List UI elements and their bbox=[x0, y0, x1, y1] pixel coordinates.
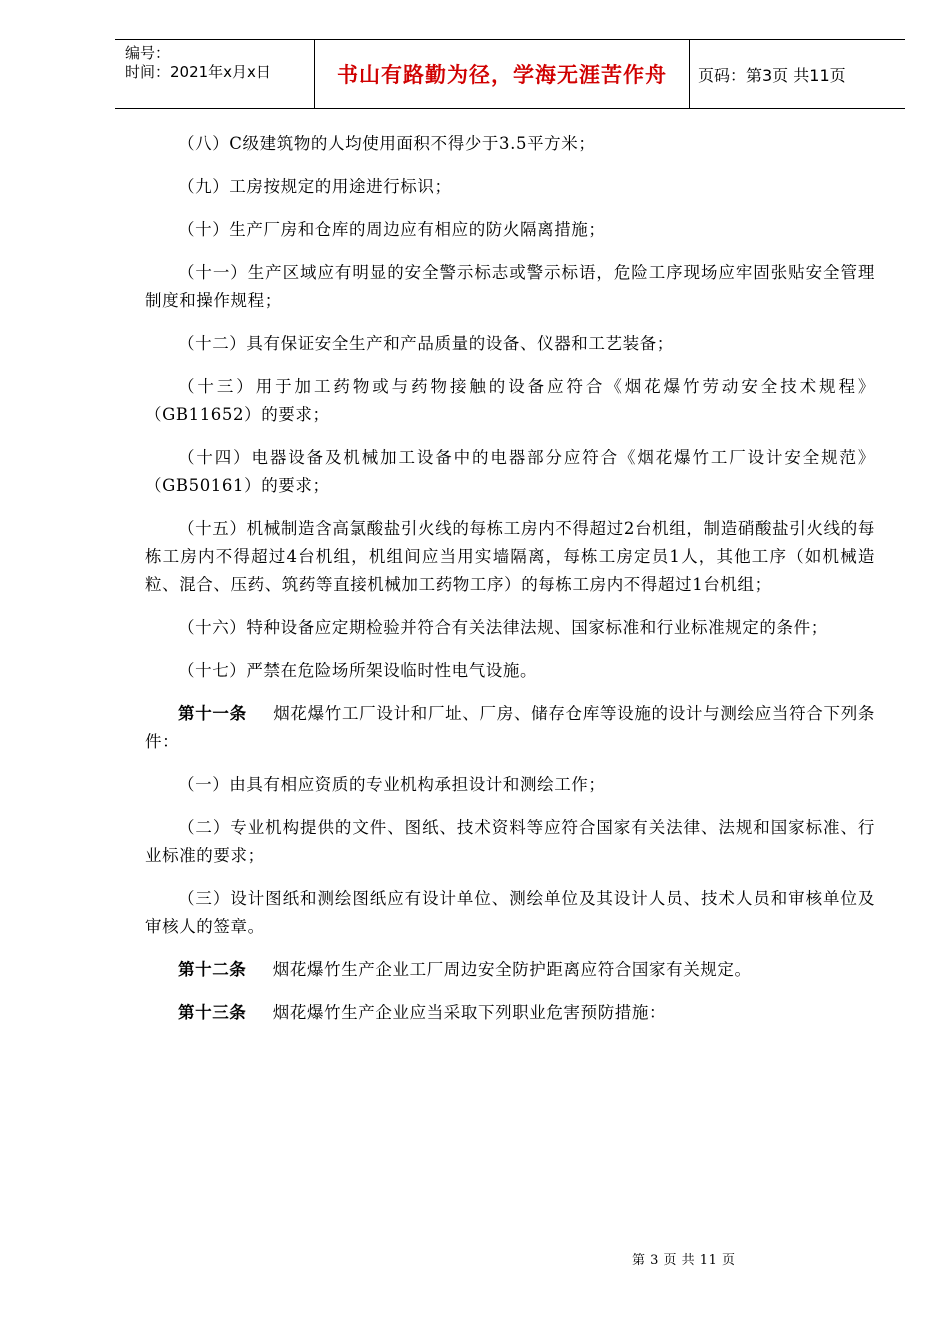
paragraph: （二）专业机构提供的文件、图纸、技术资料等应符合国家有关法律、法规和国家标准、行业标准的要求； bbox=[145, 818, 875, 865]
document-body bbox=[145, 130, 875, 1042]
document-number-label: 编号： bbox=[125, 44, 171, 62]
paragraph: （十二）具有保证安全生产和产品质量的设备、仪器和工艺装备； bbox=[178, 334, 674, 353]
page-header bbox=[115, 39, 905, 109]
paragraph: （十四）电器设备及机械加工设备中的电器部分应符合《烟花爆竹工厂设计安全规范》（GB50161）的要求； bbox=[145, 448, 875, 495]
paragraph: （十一）生产区域应有明显的安全警示标志或警示标语，危险工序现场应牢固张贴安全管理制度和操作规程； bbox=[145, 263, 875, 310]
page-footer: 第 3 页 共 11 页 bbox=[632, 1253, 736, 1268]
paragraph: （九）工房按规定的用途进行标识； bbox=[178, 177, 452, 196]
paragraph: （十六）特种设备应定期检验并符合有关法律法规、国家标准和行业标准规定的条件； bbox=[178, 618, 828, 637]
paragraph: （十）生产厂房和仓库的周边应有相应的防火隔离措施； bbox=[178, 220, 606, 239]
header-motto: 书山有路勤为径，学海无涯苦作舟 bbox=[337, 62, 667, 87]
header-motto-cell bbox=[315, 40, 690, 108]
paragraph: （八）C级建筑物的人均使用面积不得少于3.5平方米； bbox=[178, 134, 596, 153]
header-meta bbox=[115, 40, 315, 108]
article-number: 第十一条 bbox=[178, 704, 247, 723]
article-number: 第十二条 bbox=[178, 960, 247, 979]
article-paragraph: 第十一条 烟花爆竹工厂设计和厂址、厂房、储存仓库等设施的设计与测绘应当符合下列条件： bbox=[145, 704, 876, 751]
paragraph: （十七）严禁在危险场所架设临时性电气设施。 bbox=[178, 661, 538, 680]
article-number: 第十三条 bbox=[178, 1003, 247, 1022]
paragraph: （三）设计图纸和测绘图纸应有设计单位、测绘单位及其设计人员、技术人员和审核单位及审核人的签章。 bbox=[145, 889, 875, 936]
header-page-info: 页码：第3页 共11页 bbox=[698, 65, 846, 85]
paragraph: （十五）机械制造含高氯酸盐引火线的每栋工房内不得超过2台机组，制造硝酸盐引火线的每栋工房内不得超过4台机组，机组间应当用实墙隔离，每栋工房定员1人，其他工序（如机械造粒、混合、压药、筑药等直接机械加工药物工序）的每栋工房内不得超过1台机组； bbox=[145, 519, 875, 594]
article-paragraph: 第十三条 烟花爆竹生产企业应当采取下列职业危害预防措施： bbox=[178, 1003, 667, 1022]
paragraph: （十三）用于加工药物或与药物接触的设备应符合《烟花爆竹劳动安全技术规程》（GB11652）的要求； bbox=[145, 377, 875, 424]
document-time-label: 时间：2021年x月x日 bbox=[125, 63, 271, 81]
paragraph: （一）由具有相应资质的专业机构承担设计和测绘工作； bbox=[178, 775, 606, 794]
article-paragraph: 第十二条 烟花爆竹生产企业工厂周边安全防护距离应符合国家有关规定。 bbox=[178, 960, 752, 979]
